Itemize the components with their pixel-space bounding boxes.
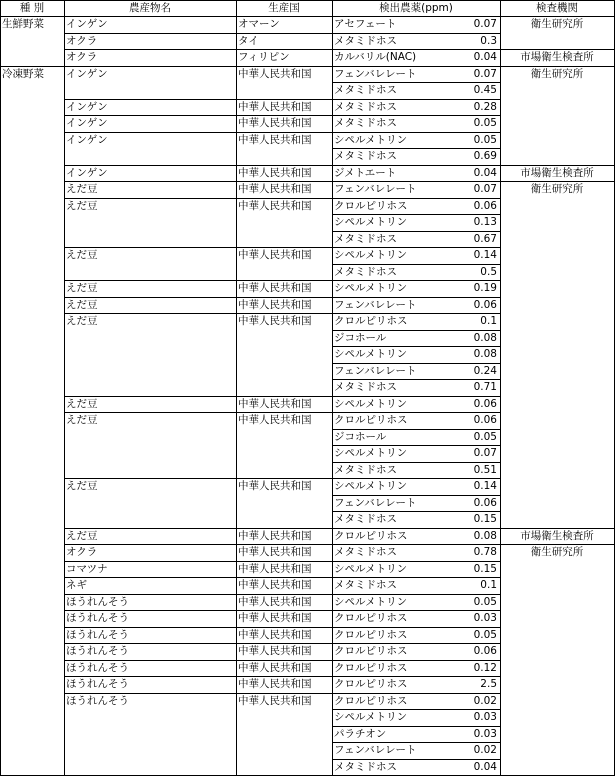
pesticide-name: カルバリル(NAC) [334, 51, 417, 63]
pesticide-name: メタミドホス [334, 117, 397, 129]
grid-line [64, 577, 333, 578]
grid-line [332, 693, 501, 694]
pesticide-value: 0.08 [473, 529, 497, 542]
grid-line [64, 280, 333, 281]
pesticide-value: 0.07 [473, 183, 497, 195]
pesticide-name: クロルピリホス [334, 661, 408, 674]
pesticide-value: 0.06 [473, 645, 497, 657]
producing-country: 中華人民共和国 [238, 628, 312, 641]
pesticide-name: フェンバレレート [334, 496, 417, 509]
pesticide-value: 0.69 [473, 150, 497, 162]
pesticide-value: 0.45 [473, 84, 497, 96]
grid-line [332, 478, 501, 479]
pesticide-name: シペルメトリン [334, 282, 408, 294]
producing-country: 中華人民共和国 [238, 117, 312, 129]
pesticide-name: フェンバレレート [334, 744, 417, 756]
pesticide-name: メタミドホス [334, 546, 397, 558]
header-category: 種 別 [19, 2, 45, 14]
product-name: ほうれんそう [66, 645, 129, 657]
producing-country: 中華人民共和国 [238, 529, 312, 542]
pesticide-value: 0.67 [473, 232, 497, 245]
pesticide-value: 0.06 [473, 496, 497, 509]
product-name: オクラ [66, 34, 98, 47]
grid-line [0, 0, 615, 1]
pesticide-value: 0.05 [473, 628, 497, 641]
product-name: えだ豆 [66, 199, 98, 212]
grid-line [332, 379, 501, 380]
product-name: ほうれんそう [66, 628, 129, 641]
grid-line [332, 462, 501, 463]
pesticide-name: メタミドホス [334, 34, 397, 47]
pesticide-value: 0.28 [473, 100, 497, 113]
pesticide-name: メタミドホス [334, 463, 397, 476]
grid-line [332, 165, 501, 166]
grid-line [332, 445, 501, 446]
product-name: ほうれんそう [66, 612, 129, 624]
grid-line [332, 330, 501, 331]
pesticide-value: 0.04 [473, 166, 497, 179]
grid-line [64, 594, 333, 595]
producing-country: 中華人民共和国 [238, 612, 312, 624]
grid-line [332, 396, 501, 397]
grid-line [332, 115, 501, 116]
grid-line [64, 66, 333, 67]
pesticide-name: クロルピリホス [334, 315, 408, 327]
inspection-agency: 市場衛生検査所 [520, 166, 594, 179]
grid-line [332, 709, 501, 710]
grid-line [64, 181, 333, 182]
pesticide-value: 0.51 [473, 463, 497, 476]
pesticide-value: 0.19 [473, 282, 497, 294]
pesticide-name: メタミドホス [334, 84, 397, 96]
pesticide-value: 0.06 [473, 397, 497, 410]
grid-line [332, 544, 501, 545]
pesticide-name: ジメトエート [334, 166, 397, 179]
grid-line [332, 643, 501, 644]
product-name: えだ豆 [66, 315, 98, 327]
grid-line [64, 610, 333, 611]
pesticide-name: ジコホール [334, 331, 387, 344]
pesticide-name: クロルピリホス [334, 645, 408, 657]
producing-country: 中華人民共和国 [238, 595, 312, 608]
producing-country: 中華人民共和国 [238, 199, 312, 212]
grid-line [500, 528, 615, 529]
grid-line [332, 726, 501, 727]
grid-line [500, 544, 615, 545]
grid-line [332, 231, 501, 232]
pesticide-name: クロルピリホス [334, 694, 408, 707]
pesticide-name: フェンバレレート [334, 364, 417, 377]
pesticide-name: シペルメトリン [334, 595, 408, 608]
product-name: ほうれんそう [66, 661, 129, 674]
inspection-agency: 市場衛生検査所 [520, 529, 594, 542]
inspection-agency: 衛生研究所 [530, 546, 584, 558]
grid-line [64, 33, 333, 34]
pesticide-name: シペルメトリン [334, 249, 408, 261]
pesticide-name: シペルメトリン [334, 562, 408, 575]
grid-line [64, 313, 333, 314]
grid-line [500, 49, 615, 50]
grid-line [64, 528, 333, 529]
producing-country: 中華人民共和国 [238, 183, 312, 195]
pesticide-value: 0.06 [473, 298, 497, 311]
header-country: 生産国 [268, 2, 300, 14]
pesticide-name: メタミドホス [334, 265, 397, 278]
grid-line [332, 577, 501, 578]
header-product: 農産物名 [129, 2, 171, 14]
pesticide-name: シペルメトリン [334, 348, 408, 360]
producing-country: 中華人民共和国 [238, 67, 312, 80]
grid-line [0, 66, 65, 67]
pesticide-value: 0.78 [473, 546, 497, 558]
pesticide-name: フェンバレレート [334, 298, 417, 311]
grid-line [500, 165, 615, 166]
grid-line [332, 594, 501, 595]
grid-line [64, 49, 333, 50]
producing-country: 中華人民共和国 [238, 678, 312, 690]
grid-line [64, 99, 333, 100]
grid-line [332, 148, 501, 149]
pesticide-value: 0.05 [473, 133, 497, 146]
grid-line [64, 627, 333, 628]
header-pesticide: 検出農薬(ppm) [379, 2, 453, 14]
grid-line [332, 49, 501, 50]
producing-country: 中華人民共和国 [238, 133, 312, 146]
grid-line [64, 132, 333, 133]
pesticide-value: 0.5 [480, 265, 497, 278]
producing-country: 中華人民共和国 [238, 694, 312, 707]
grid-line [332, 181, 501, 182]
product-name: コマツナ [66, 562, 108, 575]
pesticide-name: メタミドホス [334, 100, 397, 113]
pesticide-value: 0.04 [473, 760, 497, 773]
grid-line [332, 132, 501, 133]
product-name: ほうれんそう [66, 694, 129, 707]
producing-country: 中華人民共和国 [238, 480, 312, 492]
product-name: えだ豆 [66, 480, 98, 492]
pesticide-name: シペルメトリン [334, 216, 408, 228]
pesticide-value: 0.08 [473, 348, 497, 360]
pesticide-value: 0.08 [473, 331, 497, 344]
grid-line [332, 280, 501, 281]
pesticide-value: 0.24 [473, 364, 497, 377]
inspection-agency: 衛生研究所 [530, 183, 584, 195]
grid-line [332, 33, 501, 34]
pesticide-name: メタミドホス [334, 232, 397, 245]
pesticide-value: 0.02 [473, 694, 497, 707]
grid-line [332, 528, 501, 529]
pesticide-value: 0.07 [473, 18, 497, 30]
grid-line [332, 214, 501, 215]
pesticide-value: 2.5 [480, 678, 497, 690]
pesticide-name: クロルピリホス [334, 628, 408, 641]
product-name: えだ豆 [66, 183, 98, 195]
pesticide-name: パラチオン [334, 727, 387, 740]
producing-country: 中華人民共和国 [238, 249, 312, 261]
grid-line [64, 115, 333, 116]
category-label: 冷凍野菜 [2, 67, 44, 80]
product-name: えだ豆 [66, 282, 98, 294]
product-name: えだ豆 [66, 529, 98, 542]
product-name: えだ豆 [66, 298, 98, 311]
grid-line [332, 198, 501, 199]
producing-country: 中華人民共和国 [238, 546, 312, 558]
producing-country: フィリピン [238, 51, 290, 63]
product-name: ほうれんそう [66, 678, 129, 690]
producing-country: 中華人民共和国 [238, 414, 312, 426]
grid-line [332, 610, 501, 611]
product-name: インゲン [66, 166, 108, 179]
grid-line [500, 181, 615, 182]
grid-line [64, 693, 333, 694]
product-name: インゲン [66, 133, 108, 146]
pesticide-name: メタミドホス [334, 381, 397, 393]
pesticide-name: クロルピリホス [334, 199, 408, 212]
grid-line [332, 759, 501, 760]
pesticide-name: フェンバレレート [334, 183, 417, 195]
product-name: インゲン [66, 18, 108, 30]
pesticide-name: シペルメトリン [334, 397, 408, 410]
pesticide-value: 0.03 [473, 612, 497, 624]
grid-line [332, 627, 501, 628]
grid-line [332, 247, 501, 248]
pesticide-value: 0.3 [480, 34, 497, 47]
grid-line [332, 363, 501, 364]
grid-line [64, 198, 333, 199]
pesticide-name: クロルピリホス [334, 612, 408, 624]
grid-line [64, 297, 333, 298]
pesticide-value: 0.14 [473, 480, 497, 492]
pesticide-value: 0.04 [473, 51, 497, 63]
pesticide-value: 0.03 [473, 727, 497, 740]
product-name: インゲン [66, 117, 108, 129]
grid-line [64, 544, 333, 545]
producing-country: オマーン [238, 18, 280, 30]
pesticide-value: 0.03 [473, 711, 497, 723]
grid-line [332, 297, 501, 298]
grid-line [64, 412, 333, 413]
producing-country: 中華人民共和国 [238, 100, 312, 113]
pesticide-value: 0.12 [473, 661, 497, 674]
pesticide-value: 0.1 [480, 579, 497, 591]
producing-country: 中華人民共和国 [238, 579, 312, 591]
grid-line [332, 82, 501, 83]
pesticide-value: 0.05 [473, 430, 497, 443]
grid-line [332, 429, 501, 430]
grid-line [0, 16, 615, 17]
pesticide-value: 0.02 [473, 744, 497, 756]
grid-line [332, 511, 501, 512]
grid-line [64, 561, 333, 562]
pesticide-value: 0.07 [473, 67, 497, 80]
producing-country: タイ [238, 34, 259, 47]
header-agency: 検査機関 [536, 2, 578, 14]
product-name: ネギ [66, 579, 87, 591]
product-name: えだ豆 [66, 414, 98, 426]
product-name: オクラ [66, 546, 98, 558]
pesticide-value: 0.05 [473, 595, 497, 608]
grid-line [332, 495, 501, 496]
grid-line [332, 346, 501, 347]
producing-country: 中華人民共和国 [238, 645, 312, 657]
pesticide-value: 0.1 [480, 315, 497, 327]
pesticide-value: 0.07 [473, 447, 497, 459]
producing-country: 中華人民共和国 [238, 661, 312, 674]
grid-line [0, 0, 1, 776]
producing-country: 中華人民共和国 [238, 315, 312, 327]
pesticide-name: フェンバレレート [334, 67, 417, 80]
grid-line [500, 66, 615, 67]
category-label: 生鮮野菜 [2, 18, 44, 30]
producing-country: 中華人民共和国 [238, 166, 312, 179]
grid-line [64, 396, 333, 397]
grid-line [332, 313, 501, 314]
pesticide-name: クロルピリホス [334, 414, 408, 426]
pesticide-name: クロルピリホス [334, 529, 408, 542]
producing-country: 中華人民共和国 [238, 397, 312, 410]
grid-line [332, 264, 501, 265]
pesticide-name: シペルメトリン [334, 711, 408, 723]
grid-line [332, 742, 501, 743]
grid-line [332, 676, 501, 677]
grid-line [64, 660, 333, 661]
pesticide-value: 0.06 [473, 199, 497, 212]
inspection-agency: 衛生研究所 [530, 18, 584, 30]
pesticide-name: ジコホール [334, 430, 387, 443]
pesticide-value: 0.15 [473, 513, 497, 525]
grid-line [64, 247, 333, 248]
grid-line [64, 165, 333, 166]
inspection-agency: 市場衛生検査所 [520, 51, 594, 63]
pesticide-name: クロルピリホス [334, 678, 408, 690]
pesticide-name: シペルメトリン [334, 133, 408, 146]
pesticide-value: 0.13 [473, 216, 497, 228]
grid-line [332, 660, 501, 661]
grid-line [332, 99, 501, 100]
pesticide-name: メタミドホス [334, 513, 397, 525]
pesticide-name: メタミドホス [334, 150, 397, 162]
product-name: オクラ [66, 51, 98, 63]
product-name: えだ豆 [66, 397, 98, 410]
pesticide-name: シペルメトリン [334, 480, 408, 492]
pesticide-name: シペルメトリン [334, 447, 408, 459]
pesticide-name: メタミドホス [334, 760, 397, 773]
grid-line [332, 412, 501, 413]
inspection-agency: 衛生研究所 [530, 67, 584, 80]
product-name: えだ豆 [66, 249, 98, 261]
product-name: インゲン [66, 100, 108, 113]
pesticide-value: 0.05 [473, 117, 497, 129]
pesticide-value: 0.15 [473, 562, 497, 575]
pesticide-value: 0.71 [473, 381, 497, 393]
product-name: ほうれんそう [66, 595, 129, 608]
pesticide-name: メタミドホス [334, 579, 397, 591]
producing-country: 中華人民共和国 [238, 282, 312, 294]
grid-line [332, 66, 501, 67]
pesticide-value: 0.14 [473, 249, 497, 261]
pesticide-value: 0.06 [473, 414, 497, 426]
pesticide-name: アセフェート [334, 18, 397, 30]
grid-line [64, 643, 333, 644]
grid-line [64, 478, 333, 479]
grid-line [332, 561, 501, 562]
product-name: インゲン [66, 67, 108, 80]
producing-country: 中華人民共和国 [238, 562, 312, 575]
producing-country: 中華人民共和国 [238, 298, 312, 311]
grid-line [64, 676, 333, 677]
